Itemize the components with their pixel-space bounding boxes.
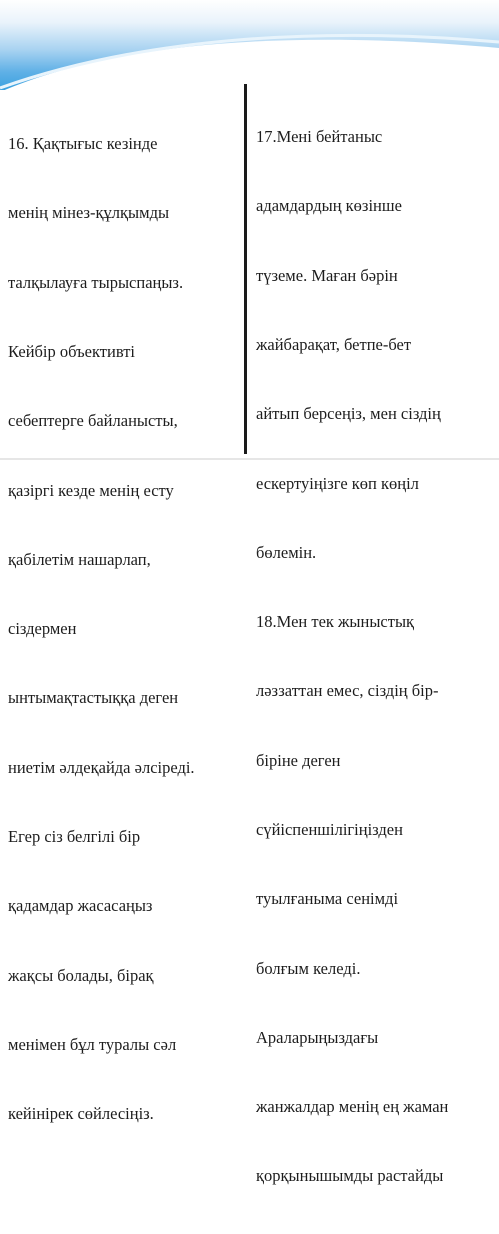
right-line: адамдардың көзінше [256,196,402,216]
right-line: сүйіспеншілігіңізден [256,820,403,839]
left-text-column [8,86,195,1171]
left-line: кейінірек сөйлесіңіз. [8,1104,154,1124]
right-line: жанжалдар менің ең жаман [256,1097,449,1117]
left-line: жақсы болады, бірақ [8,965,154,985]
left-line: себептерге байланысты, [8,411,178,431]
left-line: 16. Қақтығыс кезінде [8,134,158,154]
right-line: ескертуіңізге көп көңіл [256,473,419,493]
left-line: Кейбір объективті [8,342,135,362]
right-line: түземе. Маған бәрін [256,265,398,285]
left-line: Егер сіз белгілі бір [8,827,141,846]
left-line: қадамдар жасасаңыз [8,896,153,916]
right-line: 17.Мені бейтаныс [256,127,383,147]
left-line: сіздермен [8,619,77,639]
left-line: менімен бұл туралы сәл [8,1034,177,1054]
left-line: қабілетім нашарлап, [8,549,151,569]
right-line: біріне деген [256,750,341,770]
right-line: туылғаныма сенімді [256,889,399,909]
column-divider [244,84,247,454]
right-line: Араларыңыздағы [256,1027,379,1047]
right-line: бөлемін. [256,542,317,562]
right-line: ләззаттан емес, сіздің бір- [256,681,439,701]
left-line: қазіргі кезде менің есту [8,480,174,500]
left-line: менің мінез-құлқымды [8,203,170,223]
right-line: болғым келеді. [256,958,361,978]
bottom-rule [0,458,499,460]
right-line: жайбарақат, бетпе-бет [256,335,412,355]
left-line: ниетім әлдеқайда әлсіреді. [8,757,195,777]
right-line: айтып берсеңіз, мен сіздің [256,404,441,424]
right-line: 18.Мен тек жыныстық [256,612,415,632]
left-line: ынтымақтастыққа деген [8,688,179,708]
right-text-column [256,79,448,1234]
left-line: талқылауға тырыспаңыз. [8,272,184,292]
right-line: қорқынышымды растайды [256,1166,444,1186]
